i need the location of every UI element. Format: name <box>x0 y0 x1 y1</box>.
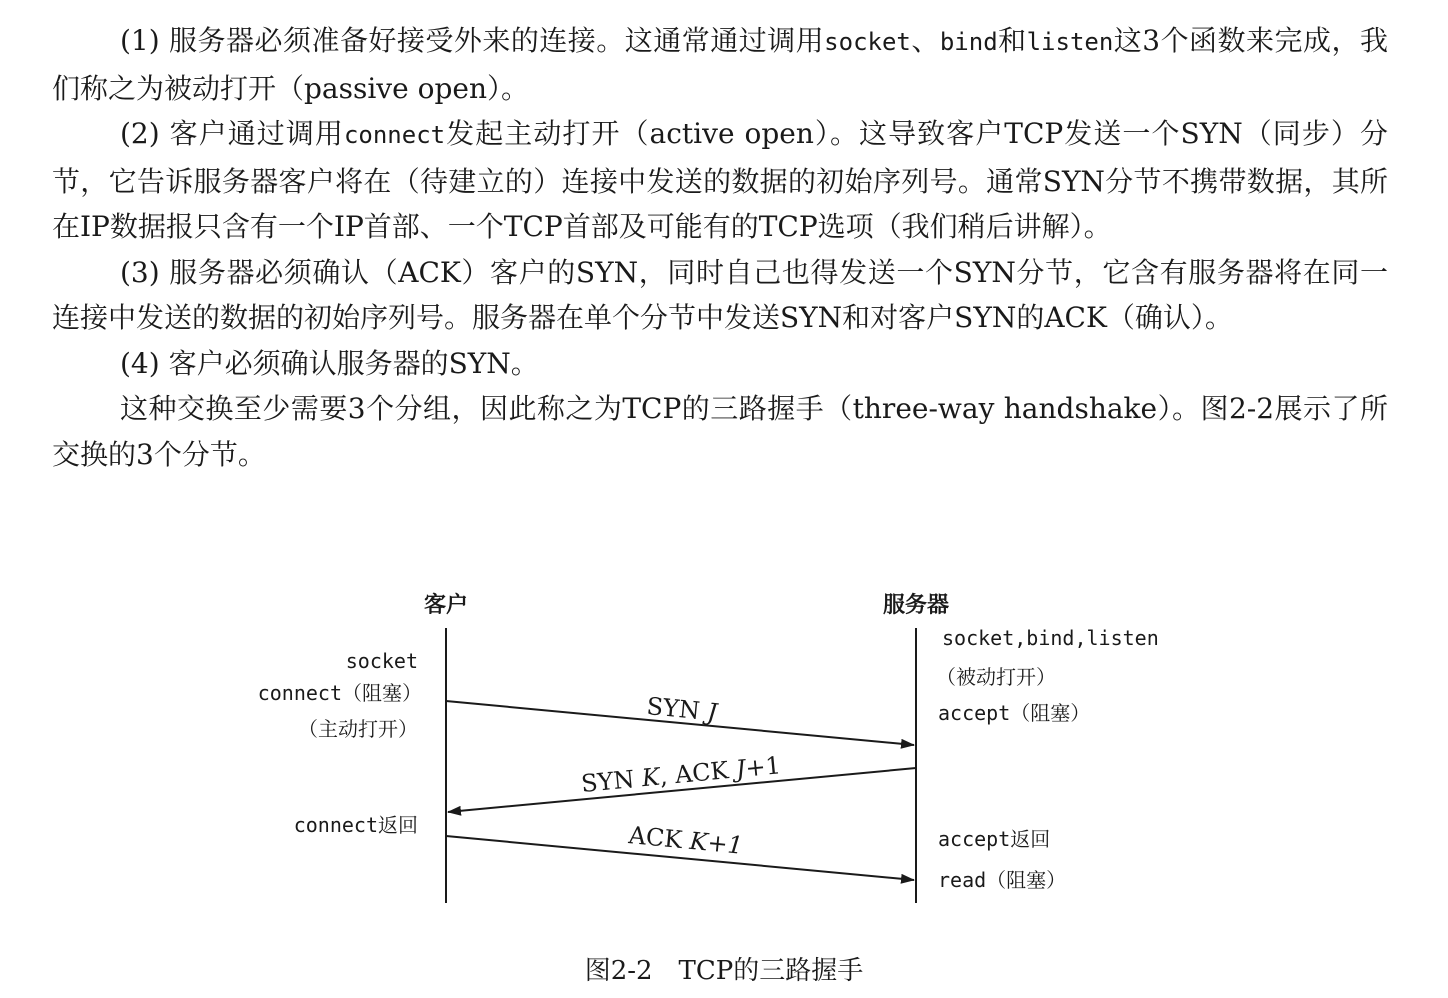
client-title: 客户 <box>423 593 469 618</box>
syn-label: SYN J <box>645 692 719 727</box>
p1-code-socket: socket <box>824 28 911 56</box>
server-accept-label: accept（阻塞） <box>938 701 1091 725</box>
syn-ack-label: SYN K, ACK J+1 <box>579 751 783 798</box>
p1-text-a: (1) 服务器必须准备好接受外来的连接。这通常通过调用 <box>120 24 825 57</box>
server-calls-label: socket,bind,listen <box>942 626 1159 650</box>
server-read-label: read（阻塞） <box>938 868 1067 892</box>
p2-code-connect: connect <box>343 121 446 149</box>
server-title: 服务器 <box>882 593 950 618</box>
p1-text-b: 、 <box>910 24 940 57</box>
p1-code-bind: bind <box>939 28 998 56</box>
client-active-open-label: （主动打开） <box>298 717 418 741</box>
p1-code-listen: listen <box>1026 28 1114 56</box>
p1-text-d: 和 <box>997 24 1027 57</box>
client-connect-return-label: connect返回 <box>293 813 418 837</box>
paragraph-3: (3) 服务器必须确认（ACK）客户的SYN，同时自己也得发送一个SYN分节，它含有服务器将在同一连接中发送的数据的初始序列号。服务器在单个分节中发送SYN和对客户SYN的ACK（确认）。 <box>52 255 1388 334</box>
p2-text-a: (2) 客户通过调用 <box>120 117 344 150</box>
paragraph-5: 这种交换至少需要3个分组，因此称之为TCP的三路握手（three-way handshake）。图2-2展示了所交换的3个分节。 <box>52 392 1388 471</box>
server-accept-return-label: accept返回 <box>938 827 1051 851</box>
p1-text-e: 这3个函数来完成，我们称之为被动打开（passive open）。 <box>52 24 1388 105</box>
p2-text-b: 发起主动打开（active open）。这导致客户TCP发送一个SYN（同步）分节，它告诉服务器客户将在（待建立的）连接中发送的数据的初始序列号。通常SYN分节不携带数据，其所在IP数据报只含有一个IP首部、一个TCP首部及可能有的TCP选项（我们稍后讲解）。 <box>52 117 1388 243</box>
server-passive-open-label: （被动打开） <box>936 665 1056 689</box>
ack-label: ACK K+1 <box>627 821 745 860</box>
client-socket-label: socket <box>345 649 418 673</box>
client-connect-label: connect（阻塞） <box>257 681 422 705</box>
figure-caption: 图2-2 TCP的三路握手 <box>584 956 864 986</box>
paragraph-4: (4) 客户必须确认服务器的SYN。 <box>120 346 539 380</box>
